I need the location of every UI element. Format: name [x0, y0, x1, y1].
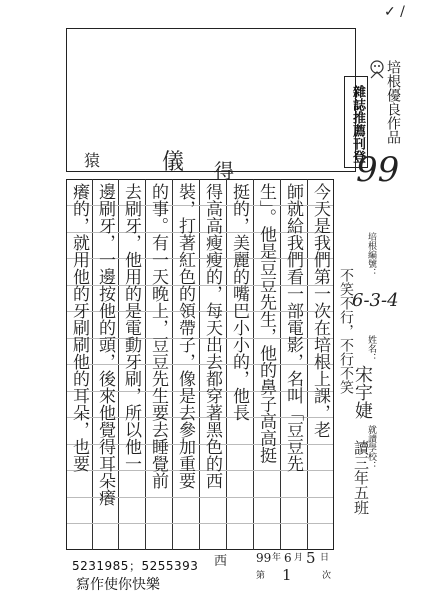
label-number: 培根編號：	[366, 232, 376, 277]
footer-phone: 5231985；5255393	[72, 559, 199, 573]
date-year-unit: 年	[272, 553, 282, 563]
date-year: 99	[256, 551, 272, 565]
essay-title: 不笑不行，不行不笑	[338, 268, 354, 394]
essay-column-10: 癢的，就用他的牙刷刷他的耳朵，也要	[69, 183, 89, 472]
essay-column-3: 生」。他是豆豆先生，他的鼻子高高挺	[256, 183, 276, 464]
stamp-magazine-recommend: 雜誌推薦刊登	[344, 76, 368, 168]
essay-column-8: 去刷牙，他用的是電動牙刷，所以他一	[121, 183, 141, 472]
grid-row-line	[67, 523, 333, 524]
date-day: 5	[306, 549, 316, 567]
essay-column-6: 裝，打著紅色的領帶子，像是去參加重要	[175, 183, 195, 489]
stray-char: 西	[214, 554, 228, 569]
essay-column-9: 邊刷牙，一邊按他的頭，後來他覺得耳朵癢	[95, 183, 115, 506]
comment-char-b: 儀	[162, 150, 185, 175]
footer-slogan: 寫作使你快樂	[76, 577, 160, 593]
number-value: 6-3-4	[352, 290, 399, 311]
class-value: 讀三年五班	[352, 440, 370, 515]
date-month: 6	[284, 551, 292, 565]
essay-column-4: 挺的，美麗的嘴巴小小的，他長	[229, 183, 249, 421]
essay-column-1: 今天是我們第一次在培根上課，老	[310, 183, 330, 438]
page-suffix: 次	[322, 571, 332, 581]
comment-box	[66, 28, 356, 172]
label-school: 就讀學校：	[366, 425, 376, 470]
date-day-unit: 日	[320, 553, 330, 563]
essay-column-7: 的事。有一天晚上，豆豆先生要去睡覺前	[148, 183, 168, 489]
student-name: 宋宇婕	[352, 365, 373, 419]
label-name: 姓名：	[366, 335, 376, 362]
score-handwritten: 99	[356, 150, 400, 190]
page-number: 1	[282, 566, 292, 584]
comment-char-c: 得	[214, 159, 234, 183]
stamp-excellent-work: 培根優良作品	[385, 60, 401, 144]
date-month-unit: 月	[294, 553, 304, 563]
comment-char-a: 猿	[84, 151, 101, 170]
corner-mark: ✓ /	[384, 4, 405, 20]
page-prefix: 第	[256, 571, 266, 581]
essay-column-5: 得高高瘦瘦的，每天出去都穿著黑色的西	[202, 183, 222, 489]
essay-column-2: 師就給我們看一部電影，名叫「豆豆先	[283, 183, 303, 472]
